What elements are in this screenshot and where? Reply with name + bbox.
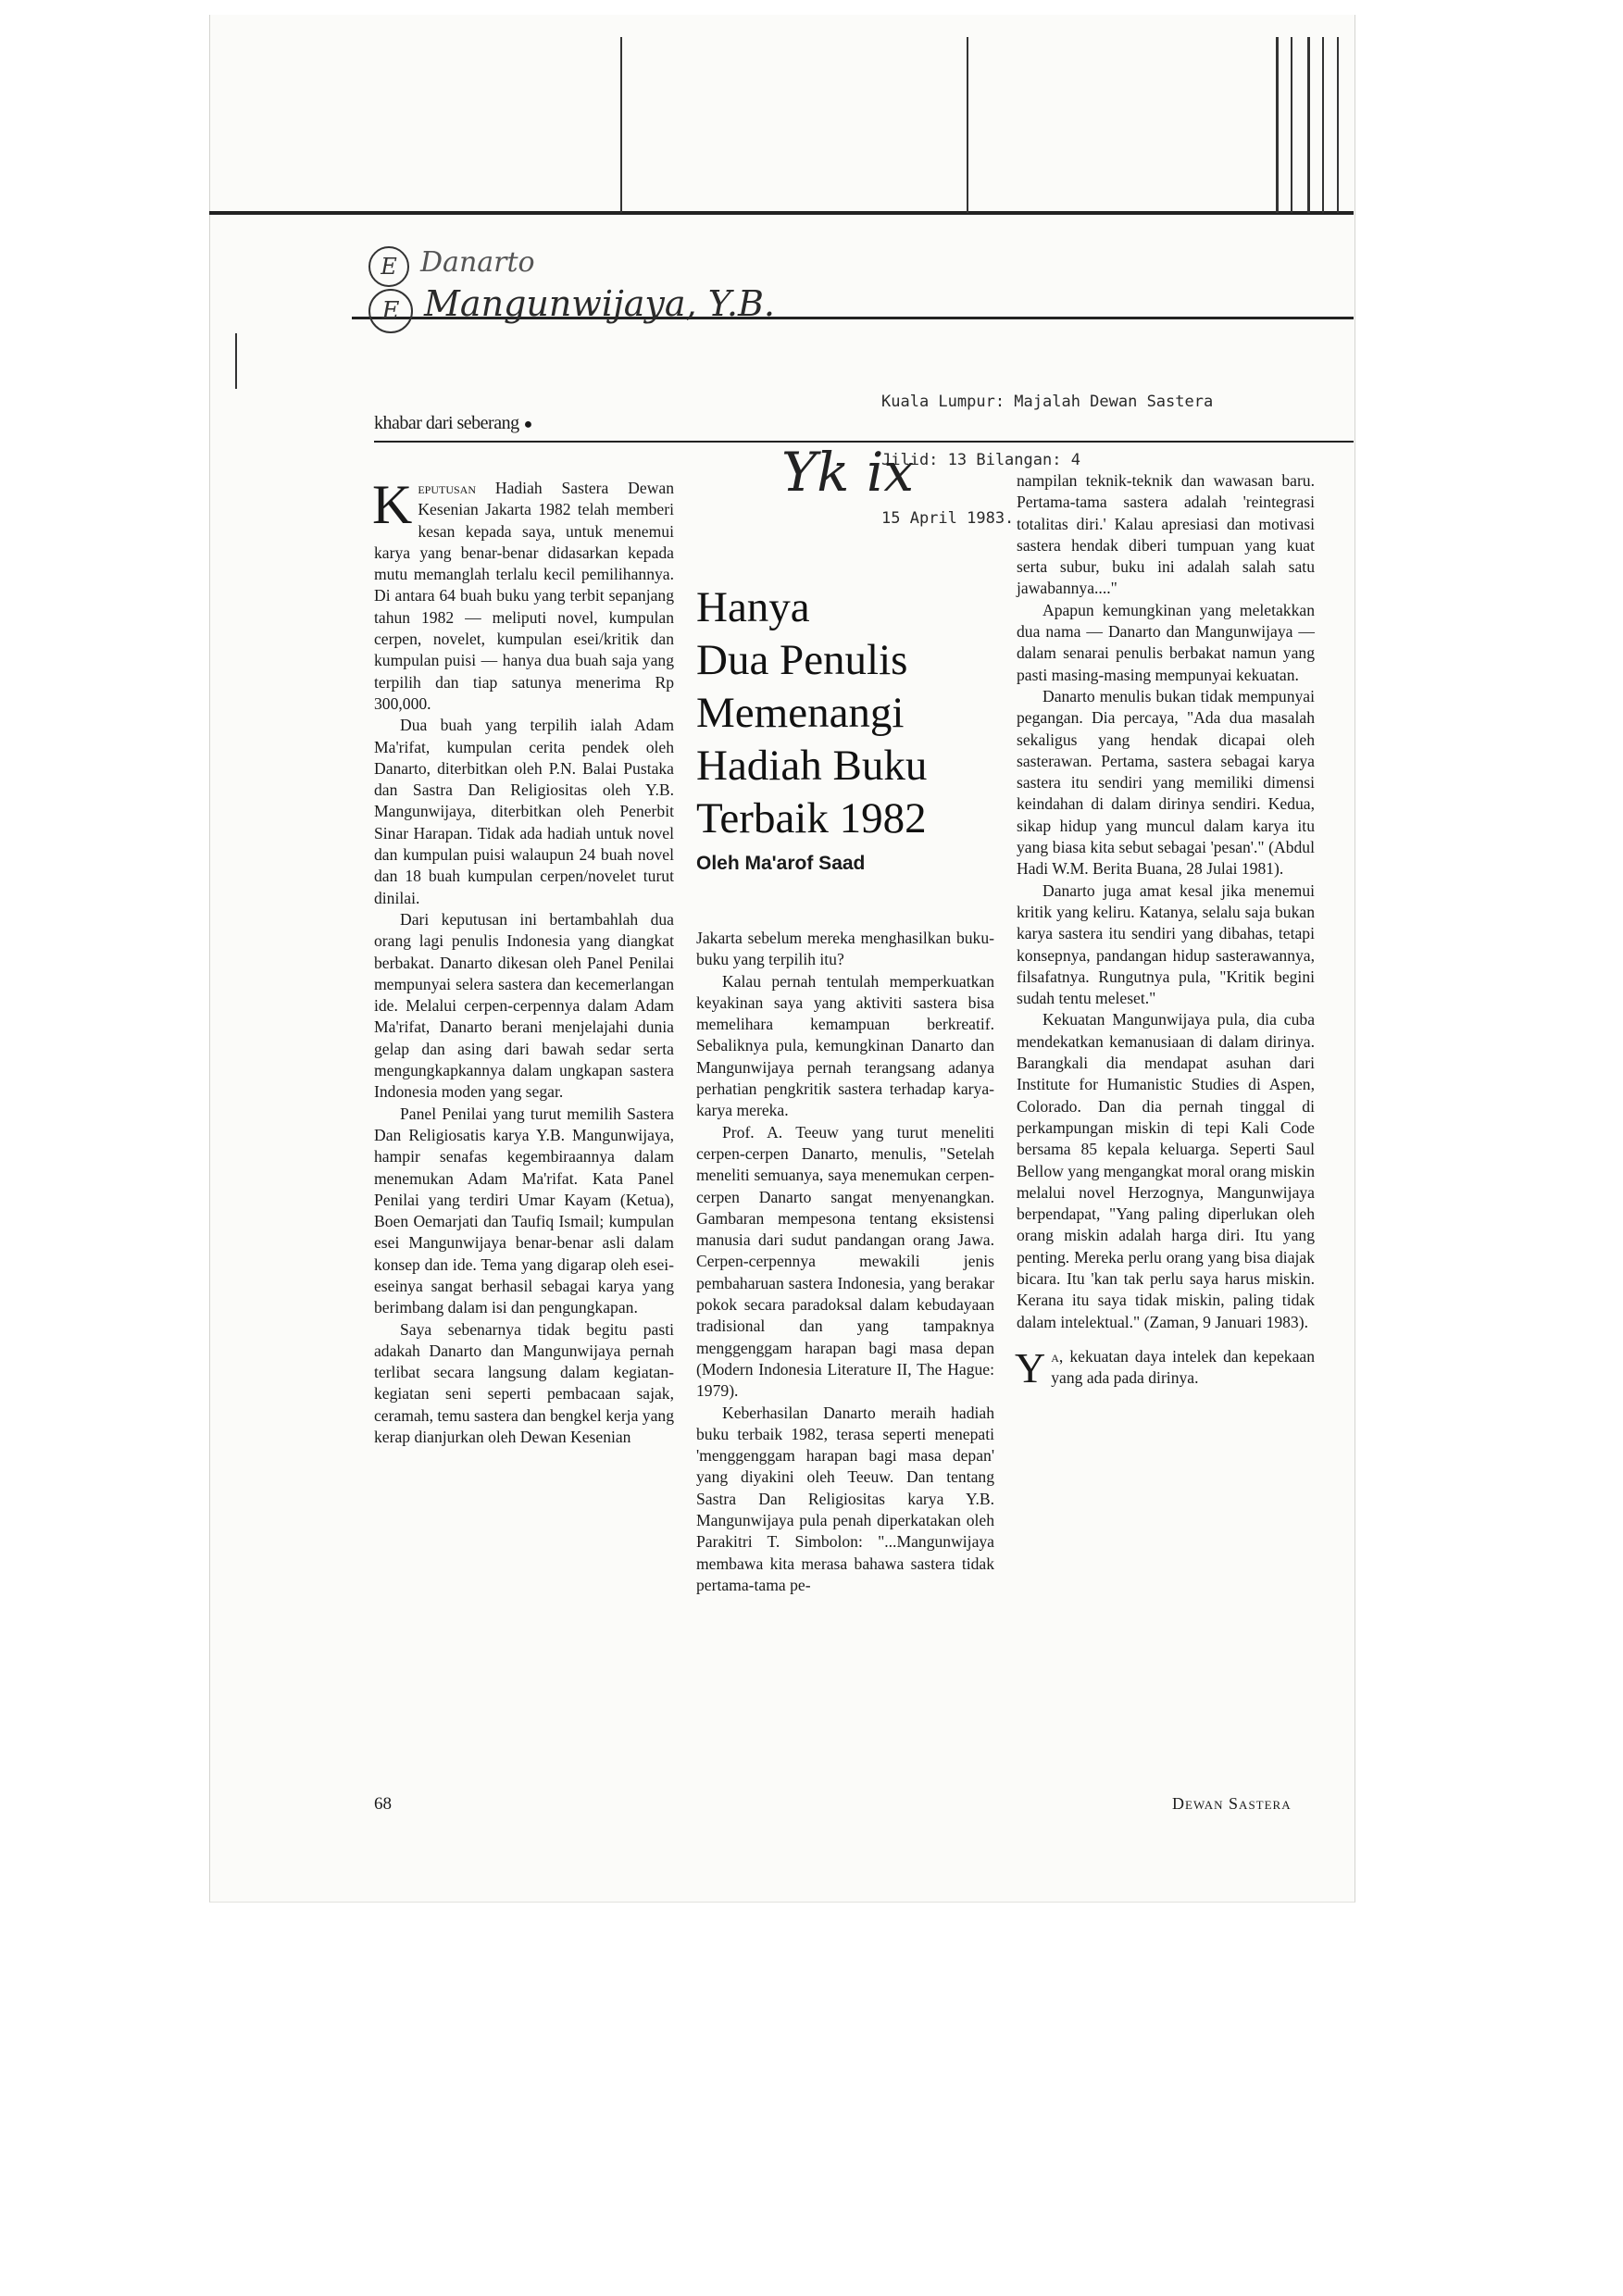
source-line-1: Kuala Lumpur: Majalah Dewan Sastera xyxy=(881,393,1214,411)
col1-para-5: Saya sebenarnya tidak begitu pasti adakah Danarto dan Mangunwijaya pernah terlibat secara langsung dalam kegiatan-kegiatan seni seperti pembacaan sajak, ceramah, temu sastera dan bengkel kerja yang kerap dianjurkan oleh Dewan Kesenian xyxy=(374,1319,674,1447)
stamp-line-1: Danarto xyxy=(420,246,535,279)
col2-para-1: Jakarta sebelum mereka menghasilkan buku-buku yang terpilih itu? xyxy=(696,929,994,969)
col2-para-4: Keberhasilan Danarto meraih hadiah buku terbaik 1982, terasa seperti menepati 'menggenggam harapan bagi masa depan' yang diyakini oleh Teeuw. Dan tentang Sastra Dan Religiositas karya Y.B. Mangunwijaya pula penah diperkatakan oleh Parakitri T. Simbolon: "...Mangunwijaya membawa kita merasa bahawa sastera tidak pertama-tama pe- xyxy=(696,1403,994,1594)
archive-stamp xyxy=(368,243,887,344)
dropcap-k: K xyxy=(372,474,413,535)
headline-line-3: Memenangi xyxy=(696,689,905,737)
binding-mark xyxy=(1291,37,1292,213)
headline-block xyxy=(696,581,993,875)
binding-mark xyxy=(620,37,622,213)
top-rule xyxy=(209,211,1354,215)
stamp-circle-2: E xyxy=(368,289,413,333)
col1-para-3: Dari keputusan ini bertambahlah dua orang lagi penulis Indonesia yang diangkat berbakat. Danarto dikesan oleh Panel Penilai mempunyai selera sastera dan kecemerlangan ide. Melalui cerpen-cerpennya dalam Adam Ma'rifat, Danarto berani menjelajahi dunia gelap dan asing dari bawah sedar serta mengungkapkannya dalam ungkapan sastera Indonesia moden yang segar. xyxy=(374,909,674,1102)
section-label: khabar dari seberang xyxy=(374,413,519,433)
headline xyxy=(696,581,993,845)
handwritten-mark: Yk ix xyxy=(781,441,915,504)
col3-closing xyxy=(1015,1343,1315,1391)
stamp-line-2: Mangunwijaya, Y.B. xyxy=(424,283,775,324)
magazine-name: Dewan Sastera xyxy=(1172,1794,1292,1813)
col3-para-3: Danarto menulis bukan tidak mempunyai pegangan. Dia percaya, "Ada dua masalah sekaligus yang hendak dicapai oleh sasterawan. Pertama, sastera sebagai karya sastera itu sendiri yang memiliki dimensi keindahan di dalam dirinya sendiri. Kedua, sikap hidup yang muncul dalam karya itu yang biasa kita sebut sebagai 'pesan'." (Abdul Hadi W.M. Berita Buana, 28 Julai 1981). xyxy=(1017,686,1315,879)
col2-para-2: Kalau pernah tentulah memperkuatkan keyakinan saya yang aktiviti sastera bisa memelihara kemampuan berkreatif. Sebaliknya pula, kemungkinan Danarto dan Mangunwijaya pernah terangsang adanya perhatian pengkritik sastera terhadap karya-karya mereka. xyxy=(696,971,994,1120)
page-number: 68 xyxy=(374,1794,392,1814)
col3-para-5: Kekuatan Mangunwijaya pula, dia cuba mendekatkan kemanusiaan di dalam dirinya. Barangkali dia mendapat asuhan dari Institute for Humanistic Studies di Aspen, Colorado. Dan dia pernah tinggal di perkampungan miskin di tepi Kali Code bersama 85 kepala keluarga. Seperti Saul Bellow yang mengangkat moral orang miskin melalui novel Herzognya, Mangunwijaya berpendapat, "Yang paling diperlukan oleh orang miskin adalah harga diri. Itu yang penting. Mereka perlu orang yang bisa diajak bicara. Itu 'kan tak perlu saya harus miskin. Kerana itu saya tidak miskin, paling tidak dalam intelektual." (Zaman, 9 Januari 1983). xyxy=(1017,1010,1315,1331)
stamp-circle-1: E xyxy=(368,246,409,287)
source-line-2: Jilid: 13 Bilangan: 4 xyxy=(881,451,1080,469)
col2-para-3: Prof. A. Teeuw yang turut meneliti cerpen-cerpen Danarto, menulis, "Setelah meneliti semuanya, saya menemukan cerpen-cerpen Danarto sangat menyenangkan. Gambaran mempesona tentang eksistensi manusia dari sudut pandangan orang Jawa. Cerpen-cerpennya mewakili jenis pembaharuan sastera Indonesia, yang berakar pokok secara paradoksal dalam kebudayaan tradisional dan yang tampaknya menggenggam harapan bagi masa depan (Modern Indonesia Literature II, The Hague: 1979). xyxy=(696,1122,994,1401)
headline-line-5: Terbaik 1982 xyxy=(696,794,927,842)
dropcap-y: Y xyxy=(1015,1343,1046,1391)
binding-mark xyxy=(1322,37,1324,213)
column-2 xyxy=(696,928,994,1596)
section-label-row xyxy=(374,413,532,434)
byline: Oleh Ma'arof Saad xyxy=(696,853,866,874)
headline-line-4: Hadiah Buku xyxy=(696,742,928,790)
closing-smallcaps: a, xyxy=(1051,1346,1064,1366)
source-line-3: 15 April 1983. xyxy=(881,509,1015,528)
lead-smallcaps: eputusan xyxy=(418,479,477,497)
col1-para-4: Panel Penilai yang turut memilih Sastera Dan Religiosatis karya Y.B. Mangunwijaya, hampir senafas kegembiraannya dalam menemukan Adam Ma'rifat. Kata Panel Penilai yang terdiri Umar Kayam (Ketua), Boen Oemarjati dan Taufiq Ismail; kumpulan esei Mangunwijaya benar-benar asli dalam konsep dan ide. Tema yang digarap oleh esei-eseinya sangat berhasil sebagai karya yang berimbang dalam isi dan pengungkapan. xyxy=(374,1104,674,1317)
col3-para-4: Danarto juga amat kesal jika menemui kritik yang keliru. Katanya, selalu saja bukan karya sastera itu sendiri yang dibahas, tetapi konsepnya, pandangan hidup sasterawannya, filsafatnya. Rungutnya pula, "Kritik begini sudah tentu meleset." xyxy=(1017,880,1315,1008)
binding-mark xyxy=(1337,37,1339,213)
binding-mark xyxy=(1307,37,1310,213)
col1-para-2: Dua buah yang terpilih ialah Adam Ma'rifat, kumpulan cerita pendek oleh Danarto, diterbitkan oleh P.N. Balai Pustaka dan Sastra Dan Religiositas oleh Y.B. Mangunwijaya, diterbitkan oleh Penerbit Sinar Harapan. Tidak ada hadiah untuk novel dan kumpulan puisi walaupun 24 buah novel dan 18 buah kumpulan cerpen/novelet turut dinilai. xyxy=(374,716,674,907)
column-3 xyxy=(1017,470,1315,1389)
binding-mark xyxy=(967,37,968,213)
headline-line-2: Dua Penulis xyxy=(696,636,908,684)
col3-para-2: Apapun kemungkinan yang meletakkan dua nama — Danarto dan Mangunwijaya — dalam senarai penulis berbakat namun yang pasti masing-masing mempunyai kekuatan. xyxy=(1017,600,1315,684)
col3-para-1: nampilan teknik-teknik dan wawasan baru. Pertama-tama sastera adalah 'reintegrasi totalitas diri.' Kalau apresiasi dan motivasi sastera hendak diberi tumpuan yang kuat serta subur, buku ini adalah salah satu jawabannya...." xyxy=(1017,471,1315,598)
closing-text: kekuatan daya intelek dan kepekaan yang ada pada dirinya. xyxy=(1051,1346,1315,1388)
margin-line xyxy=(235,333,237,389)
col1-para-1 xyxy=(372,474,675,715)
headline-line-1: Hanya xyxy=(696,583,810,631)
bullet-icon: ● xyxy=(523,417,533,432)
binding-mark xyxy=(1276,37,1279,213)
col1-para-1-text: Hadiah Sastera Dewan Kesenian Jakarta 1982 telah memberi kesan kepada saya, untuk menemui karya yang benar-benar didasarkan kepada mutu memanglah terlalu kecil pemilihannya. Di antara 64 buah buku yang terbit sepanjang tahun 1982 — meliputi novel, kumpulan cerpen, novelet, kumpulan esei/kritik dan kumpulan puisi — hanya dua buah saja yang terpilih dan tiap satunya menerima Rp 300,000. xyxy=(374,479,675,713)
column-1 xyxy=(372,474,675,1448)
